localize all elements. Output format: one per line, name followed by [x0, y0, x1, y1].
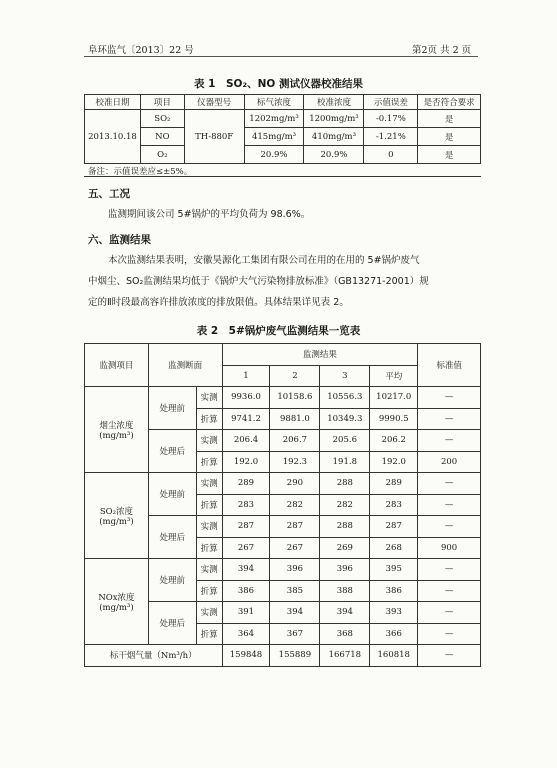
cal-conc: 410mg/m³ [304, 128, 364, 146]
table2-header-row [85, 344, 481, 366]
cell: 9741.2 [222, 408, 270, 430]
dust-unit: (mg/m³) [99, 430, 134, 441]
cell: 388 [320, 580, 370, 602]
cell: 289 [222, 473, 270, 495]
cell: 289 [370, 473, 418, 495]
cell: 288 [320, 473, 370, 495]
th-col-avg: 平均 [370, 365, 418, 387]
section-before: 处理前 [148, 559, 196, 602]
cal-item: SO₂ [140, 110, 184, 128]
cell: 267 [270, 537, 320, 559]
monitoring-results-table [84, 343, 481, 667]
ok-value: 是 [418, 128, 481, 146]
row-type-measured: 实测 [196, 602, 222, 624]
cell: 368 [320, 623, 370, 645]
cell: 9881.0 [270, 408, 320, 430]
note-rule [84, 176, 481, 177]
cell-std: 900 [418, 537, 481, 559]
cal-conc: 20.9% [304, 146, 364, 164]
row-type-measured: 实测 [196, 516, 222, 538]
row-type-converted: 折算 [196, 537, 222, 559]
cell: 10556.3 [320, 387, 370, 409]
row-type-converted: 折算 [196, 451, 222, 473]
table-row [85, 387, 481, 409]
section-after: 处理后 [148, 516, 196, 559]
table-row [85, 473, 481, 495]
std-conc: 1202mg/m³ [244, 110, 304, 128]
table-row [85, 110, 481, 128]
cell: 267 [222, 537, 270, 559]
cell: 283 [370, 494, 418, 516]
cell-std: — [418, 473, 481, 495]
table-row [85, 146, 481, 164]
cal-conc: 1200mg/m³ [304, 110, 364, 128]
cell-std: — [418, 623, 481, 645]
section6-line2: 中烟尘、SO₂监测结果均低于《锅炉大气污染物排放标准》（GB13271-2001）规 [88, 276, 429, 287]
table1-note: 备注：示值误差应≤±5%。 [88, 167, 193, 177]
cell: 287 [270, 516, 320, 538]
cell-std: — [418, 387, 481, 409]
cell: 287 [370, 516, 418, 538]
cell: 206.7 [270, 430, 320, 452]
cell: 192.3 [270, 451, 320, 473]
cell: 166718 [320, 645, 370, 667]
cell-std: 200 [418, 451, 481, 473]
document-reference: 阜环监气〔2013〕22 号 [88, 45, 194, 56]
th-cal: 校准浓度 [304, 95, 364, 110]
table-row [85, 128, 481, 146]
cell: 192.0 [370, 451, 418, 473]
cell: 159848 [222, 645, 270, 667]
section6-title: 六、监测结果 [88, 234, 151, 246]
cell: 364 [222, 623, 270, 645]
cell: 269 [320, 537, 370, 559]
cell: 391 [222, 602, 270, 624]
th-date: 校准日期 [85, 95, 141, 110]
nox-unit: (mg/m³) [99, 602, 134, 613]
cell-std: — [418, 430, 481, 452]
ok-value: 是 [418, 110, 481, 128]
cell: 393 [370, 602, 418, 624]
ok-value: 是 [418, 146, 481, 164]
cell: 192.0 [222, 451, 270, 473]
section6-line1: 本次监测结果表明，安徽昊源化工集团有限公司在用的在用的 5#锅炉废气 [108, 255, 420, 266]
cell: 9990.5 [370, 408, 418, 430]
th-model: 仪器型号 [184, 95, 244, 110]
cell: 394 [270, 602, 320, 624]
cell: 206.4 [222, 430, 270, 452]
section5-title: 五、工况 [88, 188, 130, 200]
dust-label-cell [85, 387, 149, 473]
cell: 282 [320, 494, 370, 516]
cell: 155889 [270, 645, 320, 667]
cell-std: — [418, 602, 481, 624]
cell: 10158.6 [270, 387, 320, 409]
table2-caption: 表 2 5#锅炉废气监测结果一览表 [196, 325, 361, 337]
cal-item: O₂ [140, 146, 184, 164]
cell: 366 [370, 623, 418, 645]
th-std-gas: 标气浓度 [244, 95, 304, 110]
calibration-table [84, 94, 481, 164]
th-standard: 标准值 [418, 344, 481, 387]
std-conc: 20.9% [244, 146, 304, 164]
cell-std: — [418, 408, 481, 430]
header-rule [84, 56, 478, 57]
instrument-model: TH-880F [184, 110, 244, 164]
cell: 386 [222, 580, 270, 602]
th-col-2: 2 [270, 365, 320, 387]
section-after: 处理后 [148, 602, 196, 645]
section-before: 处理前 [148, 387, 196, 430]
cell-std: — [418, 580, 481, 602]
cell: 191.8 [320, 451, 370, 473]
th-item: 项目 [140, 95, 184, 110]
cell: 10349.3 [320, 408, 370, 430]
section5-body: 监测期间该公司 5#锅炉的平均负荷为 98.6%。 [108, 209, 311, 220]
section-before: 处理前 [148, 473, 196, 516]
cell: 396 [270, 559, 320, 581]
error-value: 0 [364, 146, 418, 164]
cell-std: — [418, 645, 481, 667]
row-type-measured: 实测 [196, 430, 222, 452]
table1-caption: 表 1 SO₂、NO 测试仪器校准结果 [194, 78, 363, 90]
th-section: 监测断面 [148, 344, 222, 387]
cell: 394 [222, 559, 270, 581]
so2-unit: (mg/m³) [99, 516, 134, 527]
nox-label-cell [85, 559, 149, 645]
error-value: -1.21% [364, 128, 418, 146]
cell-std: — [418, 559, 481, 581]
row-type-converted: 折算 [196, 494, 222, 516]
row-type-measured: 实测 [196, 387, 222, 409]
section-after: 处理后 [148, 430, 196, 473]
cell: 282 [270, 494, 320, 516]
cell: 287 [222, 516, 270, 538]
dust-label: 烟尘浓度 [99, 420, 134, 431]
error-value: -0.17% [364, 110, 418, 128]
cell: 394 [320, 602, 370, 624]
cell: 288 [320, 516, 370, 538]
row-type-measured: 实测 [196, 473, 222, 495]
th-monitor-item: 监测项目 [85, 344, 149, 387]
th-results: 监测结果 [222, 344, 418, 366]
cell: 206.2 [370, 430, 418, 452]
table-row [85, 645, 481, 667]
section6-line3: 定的Ⅱ时段最高容许排放浓度的排放限值。具体结果详见表 2。 [88, 297, 349, 308]
cell: 395 [370, 559, 418, 581]
so2-label: SO₂浓度 [99, 506, 134, 517]
row-type-converted: 折算 [196, 580, 222, 602]
row-type-converted: 折算 [196, 623, 222, 645]
cell: 385 [270, 580, 320, 602]
cell: 160818 [370, 645, 418, 667]
cal-item: NO [140, 128, 184, 146]
cell-std: — [418, 516, 481, 538]
cell: 205.6 [320, 430, 370, 452]
row-type-converted: 折算 [196, 408, 222, 430]
flow-label: 标干烟气量（Nm³/h） [85, 645, 223, 667]
cell: 283 [222, 494, 270, 516]
cell: 367 [270, 623, 320, 645]
table-row [85, 559, 481, 581]
cell-std: — [418, 494, 481, 516]
th-col-1: 1 [222, 365, 270, 387]
page-info: 第2页 共 2 页 [412, 45, 472, 56]
cell: 9936.0 [222, 387, 270, 409]
th-col-3: 3 [320, 365, 370, 387]
row-type-measured: 实测 [196, 559, 222, 581]
so2-label-cell [85, 473, 149, 559]
th-error: 示值误差 [364, 95, 418, 110]
cell: 268 [370, 537, 418, 559]
th-ok: 是否符合要求 [418, 95, 481, 110]
table1-header-row [85, 95, 481, 110]
cell: 386 [370, 580, 418, 602]
std-conc: 415mg/m³ [244, 128, 304, 146]
cell: 396 [320, 559, 370, 581]
cal-date: 2013.10.18 [85, 110, 141, 164]
cell: 10217.0 [370, 387, 418, 409]
nox-label: NOx浓度 [98, 592, 135, 603]
cell: 290 [270, 473, 320, 495]
